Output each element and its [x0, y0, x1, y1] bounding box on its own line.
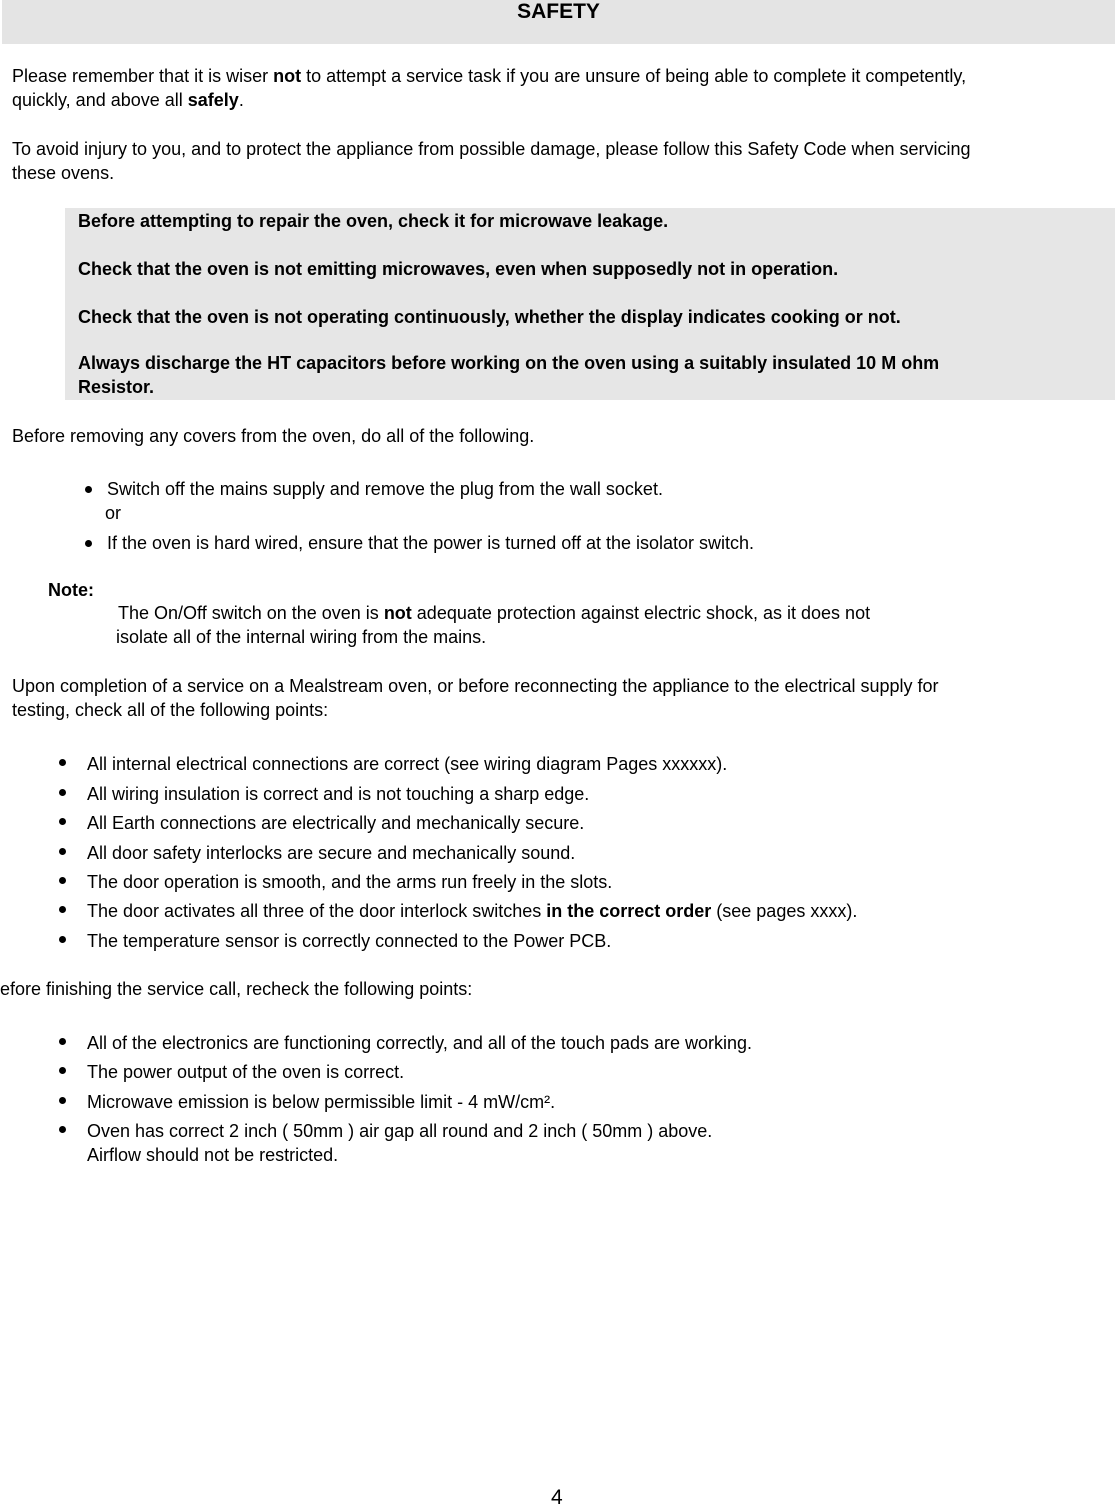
list-item-text: (see pages xxxx).	[711, 901, 858, 921]
emphasis-correct-order: in the correct order	[546, 901, 712, 921]
warning-line: Check that the oven is not emitting microwaves, even when supposedly not in operation.	[78, 259, 839, 279]
list-item: All wiring insulation is correct and is not touching a sharp edge.	[87, 784, 590, 804]
before-removing-lead: Before removing any covers from the oven, do all of the following.	[12, 426, 535, 446]
list-item-text: The door activates all three of the door interlock switches	[87, 901, 547, 921]
list-item: All of the electronics are functioning correctly, and all of the touch pads are working.	[87, 1033, 753, 1053]
bullet-dot	[59, 936, 66, 943]
warning-line: Resistor.	[78, 377, 155, 397]
finishing-lead: efore finishing the service call, recheck the following points:	[0, 979, 473, 999]
bullet-dot	[59, 1038, 66, 1045]
bullet-dot	[59, 848, 66, 855]
page-number: 4	[551, 1486, 563, 1509]
warning-line: Always discharge the HT capacitors before working on the oven using a suitably insulated 10 M ohm	[78, 353, 940, 373]
intro-text: Please remember that it is wiser	[12, 66, 274, 86]
intro-paragraph-2	[12, 137, 971, 185]
page-title: SAFETY	[517, 0, 600, 23]
bullet-dot	[59, 906, 66, 913]
list-item: Microwave emission is below permissible limit - 4 mW/cm².	[87, 1092, 556, 1112]
completion-text: testing, check all of the following points:	[12, 700, 329, 720]
list-item: All internal electrical connections are correct (see wiring diagram Pages xxxxxx).	[87, 754, 728, 774]
bullet-dot	[59, 1067, 66, 1074]
list-item	[87, 899, 857, 923]
bullet-dot	[59, 818, 66, 825]
bullet-dot	[85, 486, 92, 493]
bullet-dot	[85, 540, 92, 547]
list-item: Switch off the mains supply and remove the plug from the wall socket.	[107, 479, 663, 499]
note-line-1	[118, 601, 870, 625]
list-item: Oven has correct 2 inch ( 50mm ) air gap all round and 2 inch ( 50mm ) above.	[87, 1121, 713, 1141]
bullet-dot	[59, 759, 66, 766]
bullet-dot	[59, 1097, 66, 1104]
bullet-dot	[59, 789, 66, 796]
section-title-bar	[2, 0, 1115, 44]
intro-text: .	[238, 90, 244, 110]
list-item: The power output of the oven is correct.	[87, 1062, 405, 1082]
intro-paragraph-1	[12, 64, 966, 112]
bullet-dot	[59, 1126, 66, 1133]
list-item: All Earth connections are electrically and mechanically secure.	[87, 813, 585, 833]
warning-box	[65, 208, 1115, 400]
completion-lead	[12, 674, 939, 722]
intro-text: quickly, and above all	[12, 90, 188, 110]
emphasis-safely: safely	[187, 90, 239, 110]
intro-text: these ovens.	[12, 163, 115, 183]
intro-text: To avoid injury to you, and to protect the appliance from possible damage, please follow this Safety Code when servicing	[12, 139, 971, 159]
warning-line: Before attempting to repair the oven, check it for microwave leakage.	[78, 211, 669, 231]
note-text: adequate protection against electric shock, as it does not	[411, 603, 871, 623]
intro-text: to attempt a service task if you are unsure of being able to complete it competently,	[301, 66, 967, 86]
note-text: The On/Off switch on the oven is	[118, 603, 384, 623]
note-line-2: isolate all of the internal wiring from the mains.	[116, 627, 487, 647]
completion-text: Upon completion of a service on a Mealstream oven, or before reconnecting the appliance to the electrical supply for	[12, 676, 939, 696]
list-item: All door safety interlocks are secure and mechanically sound.	[87, 843, 576, 863]
emphasis-not: not	[383, 603, 412, 623]
list-item-continuation: Airflow should not be restricted.	[87, 1145, 339, 1165]
note-label: Note:	[48, 580, 94, 600]
bullet-dot	[59, 877, 66, 884]
or-text: or	[105, 503, 122, 523]
emphasis-not: not	[273, 66, 302, 86]
warning-line: Check that the oven is not operating continuously, whether the display indicates cooking or not.	[78, 307, 901, 327]
list-item: The temperature sensor is correctly connected to the Power PCB.	[87, 931, 612, 951]
list-item: If the oven is hard wired, ensure that the power is turned off at the isolator switch.	[107, 533, 755, 553]
list-item: The door operation is smooth, and the arms run freely in the slots.	[87, 872, 613, 892]
